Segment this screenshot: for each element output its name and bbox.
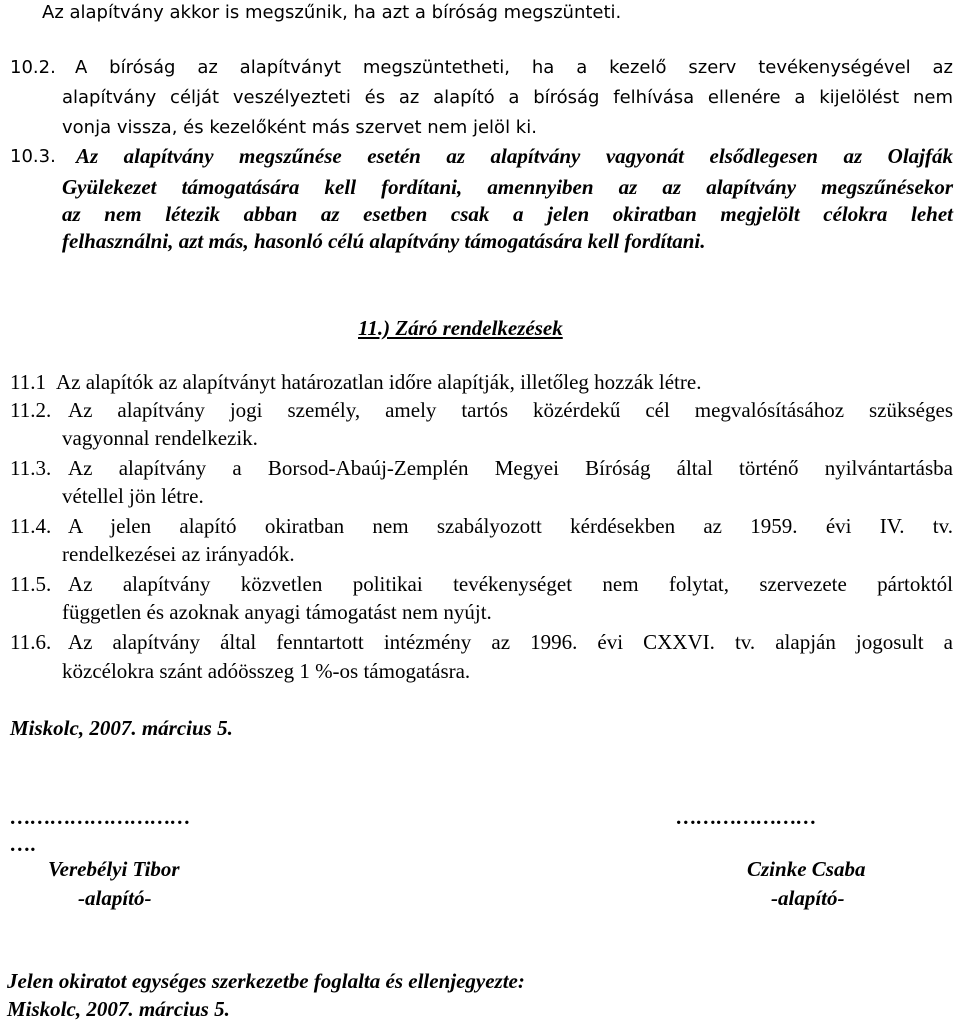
paragraph-line: felhasználni, azt más, hasonló célú alapítvány támogatására kell fordítani. <box>62 229 706 253</box>
item-text: Az alapítók az alapítványt határozatlan időre alapítják, illetőleg hozzák létre. <box>56 370 702 394</box>
signature-line: ……………………… <box>10 805 190 829</box>
signer-name: Verebélyi Tibor <box>48 857 180 881</box>
signer-role: -alapító- <box>78 886 152 910</box>
signature-line: ………………… <box>676 805 816 829</box>
signer-role: -alapító- <box>771 886 845 910</box>
item-text: vétellel jön létre. <box>62 484 204 508</box>
item-text: vagyonnal rendelkezik. <box>62 426 258 450</box>
item-text: Az alapítvány közvetlen politikai tevékenységet nem folytat, szervezete pártoktól <box>68 572 953 596</box>
signer-name: Czinke Csaba <box>747 857 866 881</box>
paragraph-line: az nem létezik abban az esetben csak a jelen okiratban megjelölt célokra lehet <box>62 202 953 226</box>
item-number: 11.5. <box>10 572 52 596</box>
footer-line: Miskolc, 2007. március 5. <box>7 997 230 1021</box>
paragraph-line: Az alapítvány megszűnése esetén az alapítvány vagyonát elsődlegesen az Olajfák <box>76 144 953 168</box>
item-text: közcélokra szánt adóösszeg 1 %-os támogatásra. <box>62 659 471 683</box>
section-heading: 11.) Záró rendelkezések <box>358 316 563 340</box>
paragraph-line: vonja vissza, és kezelőként más szervet nem jelöl ki. <box>62 117 537 138</box>
item-text: Az alapítvány a Borsod-Abaúj-Zemplén Megyei Bíróság által történő nyilvántartásba <box>68 456 953 480</box>
paragraph-line: A bíróság az alapítványt megszüntetheti, ha a kezelő szerv tevékenységével az <box>75 57 953 78</box>
item-text: A jelen alapító okiratban nem szabályozott kérdésekben az 1959. évi IV. tv. <box>68 514 953 538</box>
item-text: Az alapítvány által fenntartott intézmény az 1996. évi CXXVI. tv. alapján jogosult a <box>68 630 953 654</box>
paragraph-number: 10.3. <box>10 146 56 167</box>
item-number: 11.6. <box>10 630 52 654</box>
item-text: rendelkezései az irányadók. <box>62 542 295 566</box>
item-text: Az alapítvány jogi személy, amely tartós közérdekű cél megvalósításához szükséges <box>68 398 953 422</box>
signature-line: …. <box>10 832 37 856</box>
item-number: 11.3. <box>10 456 52 480</box>
item-number: 11.2. <box>10 398 52 422</box>
item-text: független és azoknak anyagi támogatást nem nyújt. <box>62 600 492 624</box>
paragraph-line: alapítvány célját veszélyezteti és az alapító a bíróság felhívása ellenére a kijelölést nem <box>62 87 953 108</box>
paragraph-line: Gyülekezet támogatására kell fordítani, amennyiben az az alapítvány megszűnésekor <box>62 175 953 199</box>
footer-line: Jelen okiratot egységes szerkezetbe foglalta és ellenjegyezte: <box>7 969 525 993</box>
item-number: 11.1 <box>10 370 46 394</box>
paragraph-number: 10.2. <box>10 57 56 78</box>
paragraph-line: Az alapítvány akkor is megszűnik, ha azt a bíróság megszünteti. <box>42 2 622 23</box>
item-number: 11.4. <box>10 514 52 538</box>
place-date: Miskolc, 2007. március 5. <box>10 716 233 740</box>
